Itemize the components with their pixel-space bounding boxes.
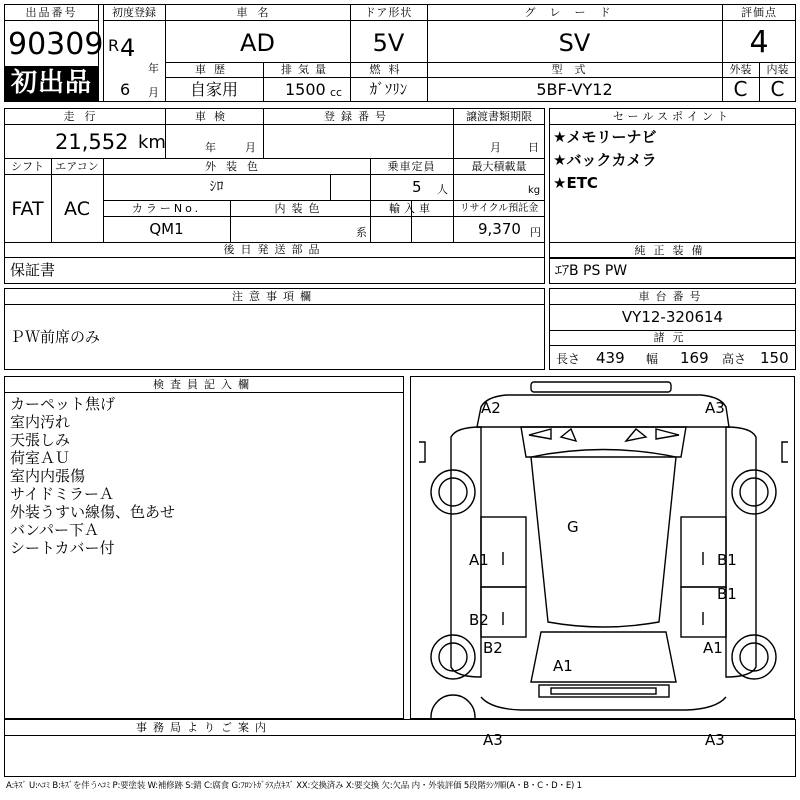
door-label: ドア形状: [364, 6, 413, 19]
inspection-year-unit: 年: [205, 141, 216, 154]
mileage-label: 走行: [63, 110, 106, 123]
mark-left-rear-fender: B2: [483, 639, 503, 657]
dimensions-label: 諸元: [653, 331, 692, 344]
mark-right-rear-door: B1: [717, 585, 737, 603]
recycle-fee: 9,370: [478, 220, 521, 238]
inspector-line: 天張しみ: [10, 431, 71, 449]
max-load-label: 最大積載量: [471, 160, 527, 173]
mark-rear-left: A3: [483, 731, 503, 749]
int-color-label: 内装色: [274, 202, 326, 215]
displacement-unit: cc: [330, 86, 343, 99]
score: 4: [749, 25, 769, 60]
chassis-number: VY12-320614: [621, 308, 724, 326]
width: 169: [680, 349, 709, 367]
mark-left-front-door: A1: [469, 551, 489, 569]
displacement-label: 排気量: [281, 63, 332, 76]
mileage-unit: km: [138, 132, 166, 153]
inspection-label: 車検: [195, 110, 233, 123]
reg-month-unit: 月: [148, 86, 159, 99]
history-label: 車歴: [195, 63, 233, 76]
inspector-line: 荷室ＡＵ: [10, 449, 71, 467]
color-no-label: カラーNo.: [131, 202, 202, 215]
lot-number-label: 出品番号: [25, 6, 78, 19]
displacement: 1500: [285, 80, 326, 99]
fuel: ｶﾞｿﾘﾝ: [369, 80, 408, 98]
car-name: AD: [240, 29, 275, 57]
ac-label: エアコン: [55, 160, 99, 173]
inspector-notes: [10, 395, 175, 557]
mark-rear-right: A3: [705, 731, 725, 749]
selling-point-3: ★ETC: [553, 174, 598, 192]
recycle-unit: 円: [530, 226, 541, 239]
damage-diagram: [410, 376, 795, 749]
doc-deadline-label: 譲渡書類期限: [466, 110, 532, 123]
reg-number-label: 登録番号: [324, 110, 392, 123]
notes-value: ＰＷ前席のみ: [10, 328, 101, 346]
first-listing-badge-text: 初出品: [10, 68, 92, 98]
mark-front-right: A3: [705, 399, 725, 417]
era: R: [108, 36, 120, 55]
first-reg-label: 初度登録: [112, 6, 156, 19]
length-label: 長さ: [556, 352, 581, 366]
inspector-label: 検査員記入欄: [153, 378, 255, 391]
inspector-line: サイドミラーＡ: [10, 485, 114, 503]
ext-color-label: 外装色: [205, 160, 268, 173]
door-type: 5V: [372, 29, 405, 57]
model: 5BF-VY12: [536, 80, 613, 99]
model-label: 型式: [551, 63, 598, 76]
history: 自家用: [189, 80, 238, 99]
genuine-equipment-label: 純正装備: [634, 244, 711, 257]
grade: SV: [558, 29, 591, 57]
grade-label: グレード: [524, 6, 625, 19]
legend: A:ｷｽﾞ U:ﾍｺﾐ B:ｷｽﾞを伴うﾍｺﾐ P:要塗装 W:補修跡 S:錆 C:腐食 G:ﾌﾛﾝﾄｶﾞﾗｽ点ｷｽﾞ XX:交換済み X:要交換 欠:欠品 内・外装評価 5段階ﾗﾝｸ順(A・B・C・D・E) 1: [6, 781, 582, 791]
selling-point-2: ★バックカメラ: [553, 151, 657, 169]
inspector-line: バンパー下Ａ: [10, 521, 99, 539]
ext-color: ｼﾛ: [209, 179, 224, 195]
later-parts-label: 後日発送部品: [223, 243, 326, 256]
mark-front-left: A2: [481, 399, 501, 417]
exterior-grade: C: [733, 77, 748, 101]
capacity-unit: 人: [437, 183, 448, 196]
int-color-unit: 系: [356, 226, 367, 239]
mark-left-rear-door: B2: [469, 611, 489, 629]
recycle-label: リサイクル預託金: [459, 203, 539, 214]
capacity-label: 乗車定員: [387, 160, 436, 173]
height: 150: [760, 349, 789, 367]
mark-right-rear-fender: A1: [703, 639, 723, 657]
doc-day-unit: 日: [528, 141, 539, 154]
reg-year-unit: 年: [148, 62, 159, 75]
selling-points-label: セールスポイント: [612, 110, 732, 123]
inspector-line: シートカバー付: [10, 539, 115, 557]
mark-roof: G: [567, 518, 579, 536]
shift-label: シフト: [11, 160, 44, 173]
max-load-unit: kg: [528, 185, 541, 196]
car-outline: [411, 377, 796, 720]
height-label: 高さ: [722, 352, 747, 366]
import-label: 輸入車: [389, 202, 434, 215]
inspector-line: カーペット焦げ: [10, 395, 116, 413]
chassis-label: 車台番号: [638, 290, 707, 303]
mileage: 21,552: [55, 130, 129, 154]
exterior-label: 外装: [729, 63, 752, 76]
doc-month-unit: 月: [490, 141, 501, 154]
shift: FAT: [11, 198, 44, 220]
inspector-line: 室内汚れ: [10, 413, 71, 431]
notes-label: 注意事項欄: [232, 290, 317, 303]
mark-tailgate: A1: [553, 657, 573, 675]
selling-point-1: ★メモリーナビ: [553, 128, 657, 146]
capacity: 5: [412, 178, 422, 196]
interior-grade: C: [770, 77, 785, 101]
interior-label: 内装: [766, 63, 789, 76]
reg-year: 4: [120, 34, 136, 62]
inspection-month-unit: 月: [245, 141, 256, 154]
ac: AC: [64, 198, 90, 220]
genuine-equipment-value: ｴｱB PS PW: [555, 263, 628, 279]
reg-month: 6: [120, 80, 131, 99]
fuel-label: 燃料: [369, 63, 408, 76]
score-label: 評価点: [741, 6, 777, 19]
office-label: 事務局よりご案内: [136, 721, 272, 734]
inspector-line: 室内内張傷: [10, 467, 86, 485]
car-name-label: 車名: [236, 6, 279, 19]
mark-right-front-door: B1: [717, 551, 737, 569]
inspector-line: 外装うすい線傷、色あせ: [10, 503, 176, 521]
later-parts-box: [4, 257, 545, 284]
length: 439: [596, 349, 625, 367]
lot-number: 90309: [8, 27, 104, 62]
width-label: 幅: [646, 352, 659, 366]
later-parts-value: 保証書: [10, 261, 56, 279]
color-no: QM1: [149, 220, 184, 238]
